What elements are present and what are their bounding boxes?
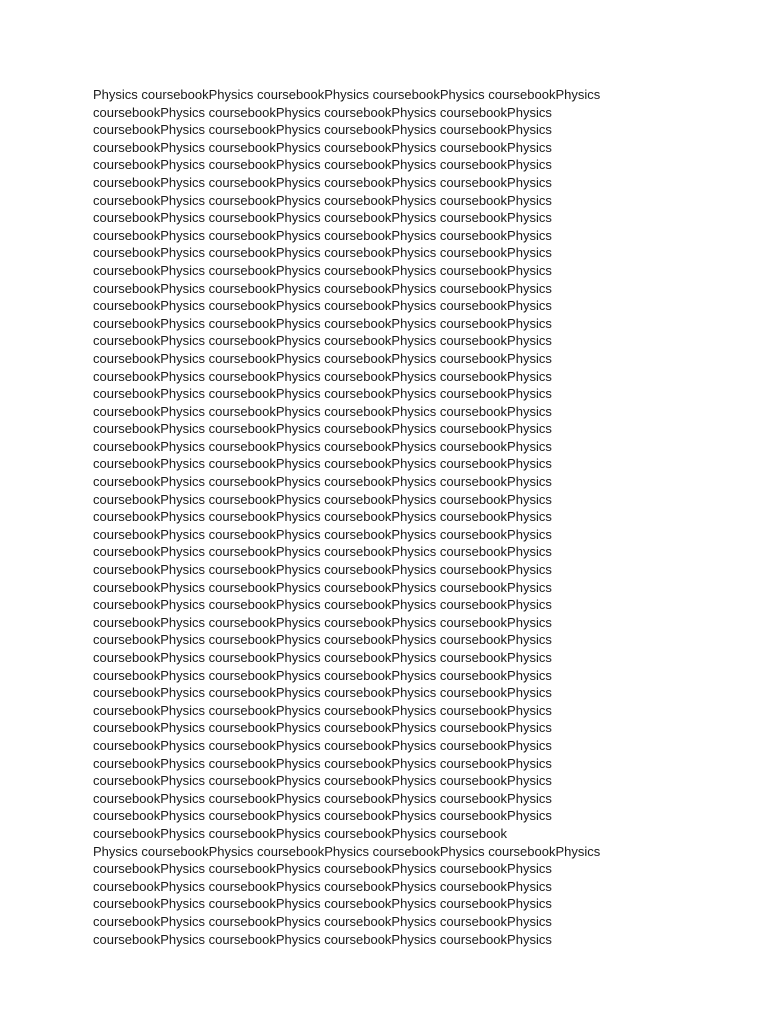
text-line: coursebookPhysics coursebookPhysics coursebookPhysics coursebookPhysics — [93, 861, 552, 877]
text-line: coursebookPhysics coursebookPhysics coursebookPhysics coursebookPhysics — [93, 474, 552, 490]
text-line: coursebookPhysics coursebookPhysics coursebookPhysics coursebookPhysics — [93, 262, 552, 278]
document-text — [93, 86, 693, 948]
text-line: coursebookPhysics coursebookPhysics coursebookPhysics coursebookPhysics — [93, 720, 552, 736]
text-line: coursebookPhysics coursebookPhysics coursebookPhysics coursebookPhysics — [93, 579, 552, 595]
text-line: coursebookPhysics coursebookPhysics coursebookPhysics coursebookPhysics — [93, 614, 552, 630]
text-line: coursebookPhysics coursebookPhysics coursebookPhysics coursebookPhysics — [93, 773, 552, 789]
text-line: coursebookPhysics coursebookPhysics coursebookPhysics coursebookPhysics — [93, 386, 552, 402]
text-line: coursebookPhysics coursebookPhysics coursebookPhysics coursebookPhysics — [93, 298, 552, 314]
text-line: coursebookPhysics coursebookPhysics coursebookPhysics coursebookPhysics — [93, 632, 552, 648]
text-line: coursebookPhysics coursebookPhysics coursebookPhysics coursebookPhysics — [93, 562, 552, 578]
text-line: coursebookPhysics coursebookPhysics coursebookPhysics coursebookPhysics — [93, 368, 552, 384]
text-line: coursebookPhysics coursebookPhysics coursebookPhysics coursebookPhysics — [93, 526, 552, 542]
text-line: coursebookPhysics coursebookPhysics coursebookPhysics coursebookPhysics — [93, 702, 552, 718]
text-line: coursebookPhysics coursebookPhysics coursebookPhysics coursebookPhysics — [93, 667, 552, 683]
text-line: coursebookPhysics coursebookPhysics coursebookPhysics coursebookPhysics — [93, 438, 552, 454]
text-line: coursebookPhysics coursebookPhysics coursebookPhysics coursebookPhysics — [93, 139, 552, 155]
text-line: coursebookPhysics coursebookPhysics coursebookPhysics coursebookPhysics — [93, 104, 552, 120]
text-line: coursebookPhysics coursebookPhysics coursebookPhysics coursebookPhysics — [93, 192, 552, 208]
text-line: coursebookPhysics coursebookPhysics coursebookPhysics coursebookPhysics — [93, 227, 552, 243]
text-line: coursebookPhysics coursebookPhysics coursebookPhysics coursebookPhysics — [93, 245, 552, 261]
text-line: Physics coursebookPhysics coursebookPhysics coursebookPhysics coursebookPhysics — [93, 843, 601, 859]
text-line: coursebookPhysics coursebookPhysics coursebookPhysics coursebookPhysics — [93, 122, 552, 138]
text-line: coursebookPhysics coursebookPhysics coursebookPhysics coursebookPhysics — [93, 737, 552, 753]
text-line: coursebookPhysics coursebookPhysics coursebookPhysics coursebookPhysics — [93, 315, 552, 331]
paragraph — [93, 86, 693, 843]
text-line: coursebookPhysics coursebookPhysics coursebookPhysics coursebookPhysics — [93, 878, 552, 894]
text-line: coursebookPhysics coursebookPhysics coursebookPhysics coursebookPhysics — [93, 350, 552, 366]
text-line: coursebookPhysics coursebookPhysics coursebookPhysics coursebookPhysics — [93, 210, 552, 226]
text-line: coursebookPhysics coursebookPhysics coursebookPhysics coursebookPhysics — [93, 509, 552, 525]
text-line: coursebookPhysics coursebookPhysics coursebookPhysics coursebookPhysics — [93, 157, 552, 173]
text-line: coursebookPhysics coursebookPhysics coursebookPhysics coursebookPhysics — [93, 174, 552, 190]
text-line: coursebookPhysics coursebookPhysics coursebookPhysics coursebookPhysics — [93, 931, 552, 947]
text-line: coursebookPhysics coursebookPhysics coursebookPhysics coursebookPhysics — [93, 685, 552, 701]
text-line: Physics coursebookPhysics coursebookPhysics coursebookPhysics coursebookPhysics — [93, 87, 601, 102]
text-line: coursebookPhysics coursebookPhysics coursebookPhysics coursebookPhysics — [93, 808, 552, 824]
document-page — [93, 86, 693, 948]
text-line: coursebookPhysics coursebookPhysics coursebookPhysics coursebookPhysics — [93, 790, 552, 806]
text-line: coursebookPhysics coursebookPhysics coursebookPhysics coursebookPhysics — [93, 333, 552, 349]
text-line: coursebookPhysics coursebookPhysics coursebookPhysics coursebookPhysics — [93, 755, 552, 771]
text-line: coursebookPhysics coursebookPhysics coursebookPhysics coursebookPhysics — [93, 597, 552, 613]
text-line: coursebookPhysics coursebookPhysics coursebookPhysics coursebookPhysics — [93, 913, 552, 929]
text-line: coursebookPhysics coursebookPhysics coursebookPhysics coursebookPhysics — [93, 421, 552, 437]
paragraph — [93, 843, 693, 949]
text-line: coursebookPhysics coursebookPhysics coursebookPhysics coursebookPhysics — [93, 896, 552, 912]
text-line: coursebookPhysics coursebookPhysics coursebookPhysics coursebookPhysics — [93, 280, 552, 296]
text-line: coursebookPhysics coursebookPhysics coursebookPhysics coursebookPhysics — [93, 491, 552, 507]
text-line: coursebookPhysics coursebookPhysics coursebookPhysics coursebookPhysics — [93, 403, 552, 419]
text-line: coursebookPhysics coursebookPhysics coursebookPhysics coursebook — [93, 825, 508, 841]
text-line: coursebookPhysics coursebookPhysics coursebookPhysics coursebookPhysics — [93, 650, 552, 665]
text-line: coursebookPhysics coursebookPhysics coursebookPhysics coursebookPhysics — [93, 456, 552, 472]
text-line: coursebookPhysics coursebookPhysics coursebookPhysics coursebookPhysics — [93, 544, 552, 560]
